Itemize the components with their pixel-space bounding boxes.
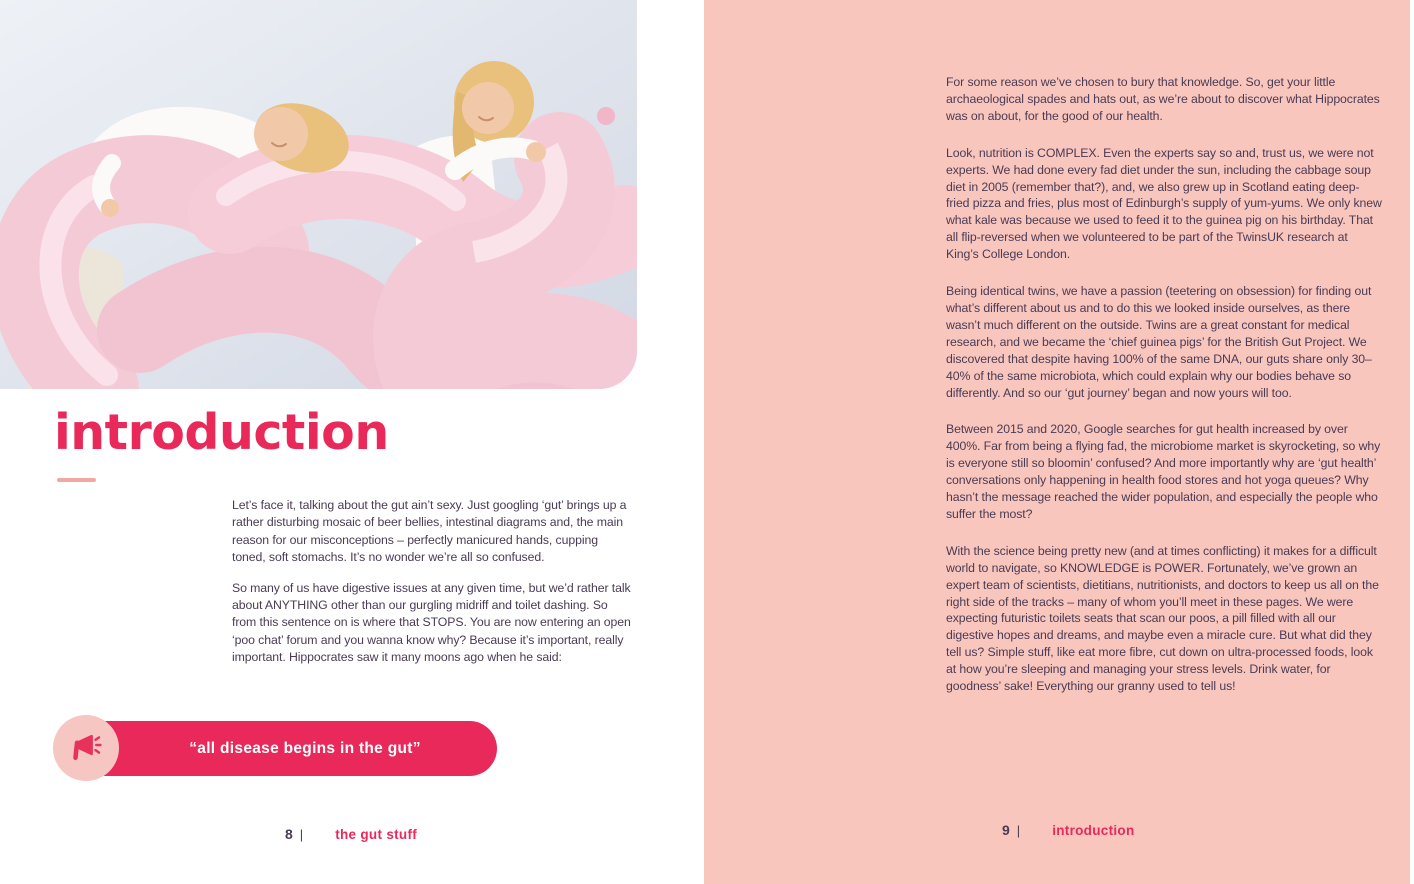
megaphone-badge xyxy=(53,715,119,781)
paragraph: Between 2015 and 2020, Google searches for gut health increased by over 400%. Far from being a flying fad, the microbiome market is skyrocketing, so why is everyone still so bloomin’ confused? And more importantly why are ‘gut health’ conversations only happening in health food stores and hot yoga queues? Why hasn’t the message reached the wider population, and especially the people who suffer the most? xyxy=(946,422,1381,521)
page-number: 9 xyxy=(1002,822,1010,838)
right-page-footer xyxy=(1002,822,1135,838)
paragraph: With the science being pretty new (and at times conflicting) it makes for a difficult world to navigate, so KNOWLEDGE is POWER. Fortunately, we’ve grown an expert team of scientists, dietitians, nutritionists, and doctors to keep us all on the right side of the tracks – many of whom you’ll meet in these pages. We were expecting futuristic toilets seats that scan our poos, a pill filled with all our digestive hopes and dreams, and maybe even a miracle cure. But what did they tell us? Simple stuff, like eat more fibre, cut down on ultra-processed foods, look at how you’re sleeping and managing your stress levels. Drink water, for goodness’ sake! Everything our granny used to tell us! xyxy=(946,543,1379,694)
paragraph: Being identical twins, we have a passion (teetering on obsession) for finding out what’s different about us and to do this we looked inside ourselves, as there wasn’t much different on the outside. Twins are a great constant for medical research, and we became the ‘chief guinea pigs’ for the British Gut Project. We discovered that despite having 100% of the same DNA, our guts share only 30–40% of the same microbiota, which could explain why our bodies behave so differently. And so our ‘gut journey’ began and now yours will too. xyxy=(946,284,1372,400)
quote-text: “all disease begins in the gut” xyxy=(189,739,421,757)
photo-illustration xyxy=(0,0,637,389)
right-page xyxy=(704,0,1410,884)
title-underline xyxy=(57,478,96,482)
right-body-text xyxy=(946,74,1382,715)
left-page-footer xyxy=(285,826,417,842)
twins-with-pink-gut-photo xyxy=(0,0,637,389)
paragraph: Look, nutrition is COMPLEX. Even the experts say so and, trust us, we were not experts. We had done every fad diet under the sun, including the cabbage soup diet in 2005 (remember that?), and, we also grew up in Scotland eating deep-fried pizza and fries, plus most of Edinburgh’s supply of yum-yums. We only knew what kale was because we used to feed it to the guinea pig on his birthday. That all flip-reversed when we volunteered to be part of the TwinsUK research at King’s College London. xyxy=(946,145,1382,262)
paragraph: Let’s face it, talking about the gut ain’t sexy. Just googling ‘gut’ brings up a rather disturbing mosaic of beer bellies, intestinal diagrams and, the main reason for our misconceptions – perfectly manicured hands, cupping toned, soft stomachs. It’s no wonder we’re all so confused. xyxy=(232,498,627,565)
footer-separator: | xyxy=(1016,823,1021,838)
page-number: 8 xyxy=(285,826,293,842)
quote-banner xyxy=(55,721,497,776)
left-page xyxy=(0,0,704,884)
paragraph: So many of us have digestive issues at any given time, but we’d rather talk about ANYTHING other than our gurgling midriff and toilet dashing. So from this sentence on is where that STOPS. You are now entering an open ‘poo chat’ forum and you wanna know why? Because it’s important, really important. Hippocrates saw it many moons ago when he said: xyxy=(232,580,631,665)
footer-label: the gut stuff xyxy=(335,827,418,842)
chapter-title: introduction xyxy=(54,404,389,461)
footer-label: introduction xyxy=(1052,823,1135,838)
megaphone-icon xyxy=(68,730,104,766)
footer-separator: | xyxy=(299,827,304,842)
paragraph: For some reason we’ve chosen to bury that knowledge. So, get your little archaeological spades and hats out, as we’re about to discover what Hippocrates was on about, for the good of our health. xyxy=(946,75,1380,123)
left-body-text xyxy=(232,497,634,680)
